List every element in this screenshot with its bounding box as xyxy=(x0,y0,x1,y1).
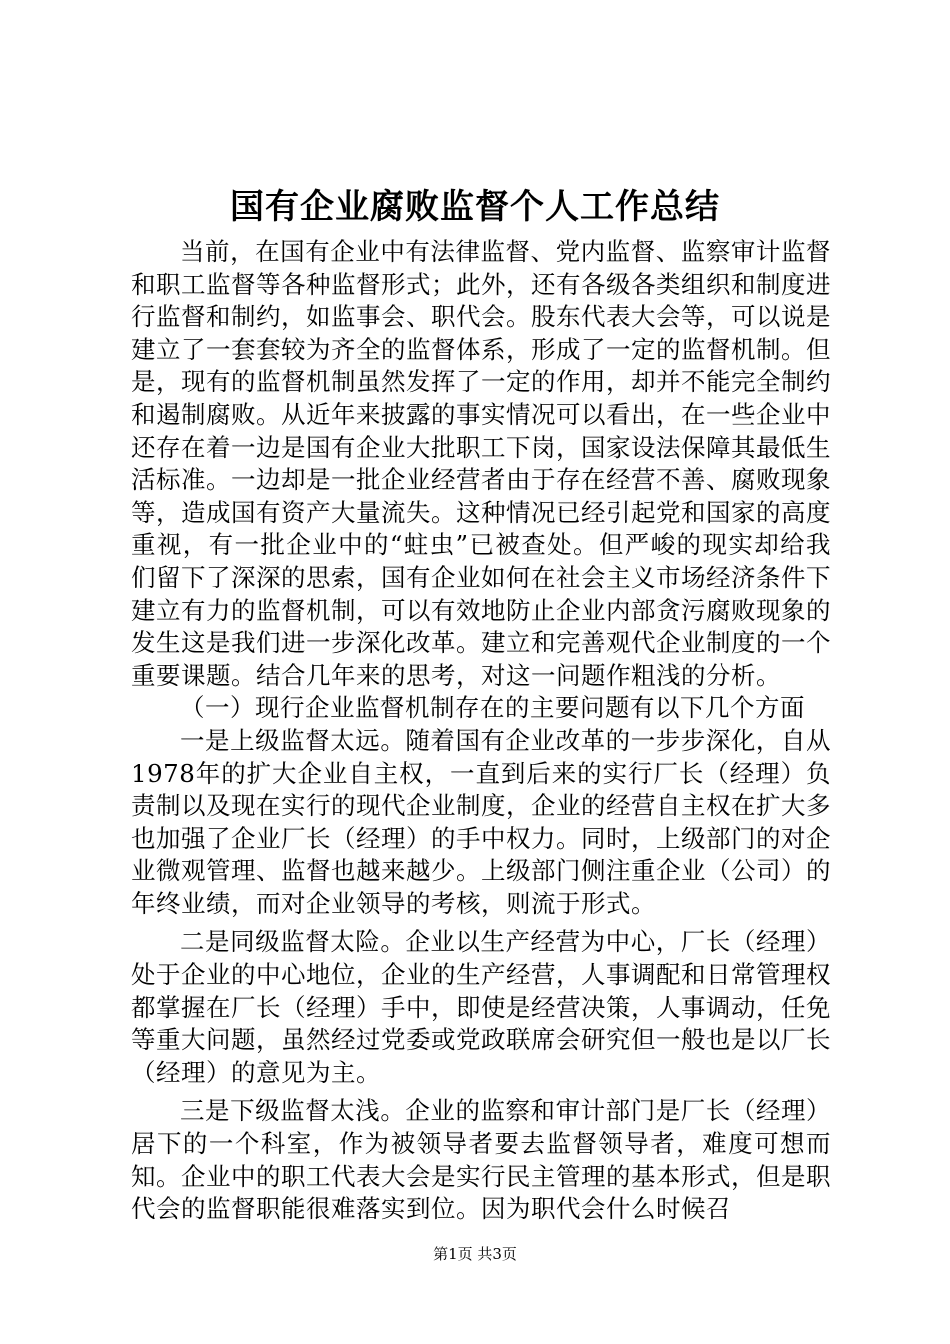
paragraph-peer-supervision: 二是同级监督太险。企业以生产经营为中心，厂长（经理）处于企业的中心地位，企业的生产经营，人事调配和日常管理权都掌握在厂长（经理）手中，即使是经营决策，人事调动，任免等重大问题，虽然经过党委或党政联席会研究但一般也是以厂长（经理）的意见为主。 xyxy=(131,927,831,1087)
paragraph-intro: 当前，在国有企业中有法律监督、党内监督、监察审计监督和职工监督等各种监督形式；此外，还有各级各类组织和制度进行监督和制约，如监事会、职代会。股东代表大会等，可以说是建立了一套套较为齐全的监督体系，形成了一定的监督机制。但是，现有的监督机制虽然发挥了一定的作用，却并不能完全制约和遏制腐败。从近年来披露的事实情况可以看出，在一些企业中还存在着一边是国有企业大批职工下岗，国家设法保障其最低生活标准。一边却是一批企业经营者由于存在经营不善、腐败现象等，造成国有资产大量流失。这种情况已经引起党和国家的高度重视，有一批企业中的“蛀虫”已被查处。但严峻的现实却给我们留下了深深的思索，国有企业如何在社会主义市场经济条件下建立有力的监督机制，可以有效地防止企业内部贪污腐败现象的发生这是我们进一步深化改革。建立和完善观代企业制度的一个重要课题。结合几年来的思考，对这一问题作粗浅的分析。 xyxy=(131,237,831,690)
section-heading-problems: （一）现行企业监督机制存在的主要问题有以下几个方面 xyxy=(180,693,805,723)
document-body xyxy=(131,236,831,1226)
paragraph-subordinate-supervision: 三是下级监督太浅。企业的监察和审计部门是厂长（经理）居下的一个科室，作为被领导者要去监督领导者，难度可想而知。企业中的职工代表大会是实行民主管理的基本形式，但是职代会的监督职能很难落实到位。因为职代会什么时候召 xyxy=(131,1096,831,1224)
page-number-footer: 第1页 共3页 xyxy=(433,1245,517,1263)
document-title: 国有企业腐败监督个人工作总结 xyxy=(230,187,720,227)
paragraph-superior-supervision: 一是上级监督太远。随着国有企业改革的一步步深化，自从1978年的扩大企业自主权，一直到后来的实行厂长（经理）负责制以及现在实行的现代企业制度，企业的经营自主权在扩大多也加强了企业厂长（经理）的手中权力。同时，上级部门的对企业微观管理、监督也越来越少。上级部门侧注重企业（公司）的年终业绩，而对企业领导的考核，则流于形式。 xyxy=(131,725,831,918)
